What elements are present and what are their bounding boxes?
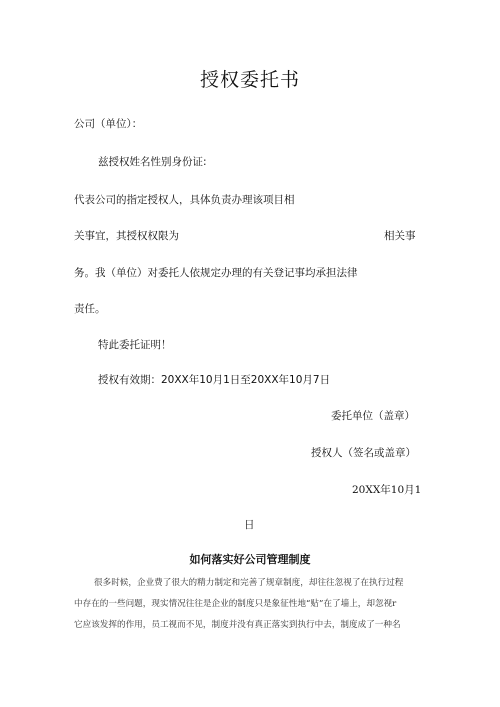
body-line-3: 务。我（单位）对委托人依规定办理的有关登记事均承担法律 [74,267,358,279]
article-line-2: 中存在的一些问题，现实情况往往是企业的制度只是象征性地“贴”在了墙上，却忽视r [74,599,397,609]
body-line-1: 代表公司的指定授权人，具体负责办理该项目相 [74,194,295,206]
date-line-2: 日 [244,519,255,531]
article-line-1: 很多时候，企业费了很大的精力制定和完善了规章制度，却往往忽视了在执行过程 [94,578,404,588]
body-line-2-left: 关事宜，其授权权限为 [74,230,179,242]
article-line-3: 它应该发挥的作用，员工视而不见，制度并没有真正落实到执行中去，制度成了一种名 [74,620,401,630]
signer-person: 授权人（签名或盖章） [311,447,416,459]
certify-line: 特此委托证明！ [98,339,172,351]
company-line: 公司（单位）： [74,118,143,130]
document-title: 授权委托书 [199,69,300,91]
validity-line: 授权有效期：20XX年10月1日至20XX年10月7日 [98,374,331,386]
signer-unit: 委托单位（盖章） [331,410,415,422]
body-line-4: 责任。 [74,303,106,315]
date-line-1: 20XX年10月1 [352,484,422,496]
intro-line: 兹授权姓名性别身份证: [98,156,207,168]
body-line-2-right: 相关事 [384,230,416,242]
article-title: 如何落实好公司管理制度 [189,553,311,566]
